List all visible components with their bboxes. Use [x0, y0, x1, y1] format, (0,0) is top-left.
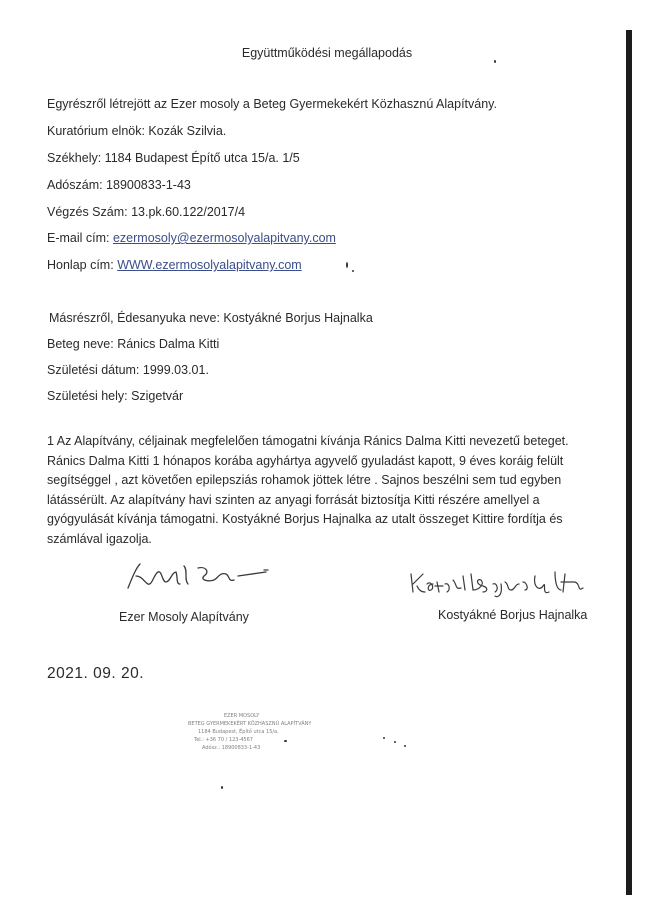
- scan-speck: [221, 786, 223, 789]
- birthdate-line: Születési dátum: 1999.03.01.: [47, 363, 209, 377]
- tax-line: Adószám: 18900833-1-43: [47, 178, 191, 192]
- stamp-line-4: Tel.: +36 70 / 123-4567: [194, 737, 253, 743]
- right-signature: [405, 566, 595, 600]
- order-line: Végzés Szám: 13.pk.60.122/2017/4: [47, 205, 246, 219]
- web-label: Honlap cím:: [47, 258, 114, 272]
- party1-intro: Egyrészről létrejött az Ezer mosoly a Beteg Gyermekekért Közhasznú Alapítvány.: [47, 97, 497, 111]
- scan-speck: [494, 60, 496, 63]
- web-link[interactable]: WWW.ezermosolyalapitvany.com: [117, 258, 302, 272]
- stamp-line-5: Adósz.: 18900833-1-43: [202, 745, 261, 751]
- scan-speck: [346, 262, 348, 268]
- right-signature-label: Kostyákné Borjus Hajnalka: [438, 608, 588, 622]
- chair-line: Kuratórium elnök: Kozák Szilvia.: [47, 124, 227, 138]
- patient-line: Beteg neve: Ránics Dalma Kitti: [47, 337, 220, 351]
- birthplace-line: Születési hely: Szigetvár: [47, 389, 184, 403]
- stamp-line-3: 1184 Budapest, Építő utca 15/a.: [198, 729, 279, 735]
- left-signature: [118, 558, 278, 594]
- scan-edge: [626, 30, 632, 895]
- left-signature-label: Ezer Mosoly Alapítvány: [119, 610, 249, 624]
- email-link[interactable]: ezermosoly@ezermosolyalapitvany.com: [112, 231, 336, 245]
- scan-speck: [352, 270, 354, 272]
- email-label: E-mail cím:: [47, 231, 110, 245]
- document-title: Együttműködési megállapodás: [241, 46, 413, 60]
- scan-speck: [394, 741, 396, 743]
- stamp-line-1: EZER MOSOLY: [224, 713, 260, 719]
- scan-speck: [404, 745, 406, 747]
- web-line: [47, 258, 302, 272]
- document-date: 2021. 09. 20.: [47, 665, 144, 682]
- email-line: [47, 231, 336, 245]
- scan-speck: [284, 740, 287, 742]
- scan-speck: [383, 737, 385, 739]
- party2-intro: Másrészről, Édesanyuka neve: Kostyákné Borjus Hajnalka: [49, 311, 373, 325]
- foundation-stamp: [178, 712, 312, 768]
- agreement-body: 1 Az Alapítvány, céljainak megfelelően támogatni kívánja Ránics Dalma Kitti nevezetű beteget. Ránics Dalma Kitti 1 hónapos korába agyhártya agyvelő gyuladást kapott, 9 éves koráig felült segítséggel , azt követően epilepsziás rohamok jöttek létre . Sajnos beszélni sem tud egyben látássérült. Az alapítvány havi szinten az anyagi forrását biztosítja Kitti részére amellyel a gyógyulását kívánja támogatni. Kostyákné Borjus Hajnalka az utalt összeget Kittire fordítja és számlával igazolja.: [47, 434, 569, 546]
- stamp-line-2: BETEG GYERMEKEKÉRT KÖZHASZNÚ ALAPÍTVÁNY: [188, 721, 312, 727]
- seat-line: Székhely: 1184 Budapest Építő utca 15/a. 1/5: [47, 151, 300, 165]
